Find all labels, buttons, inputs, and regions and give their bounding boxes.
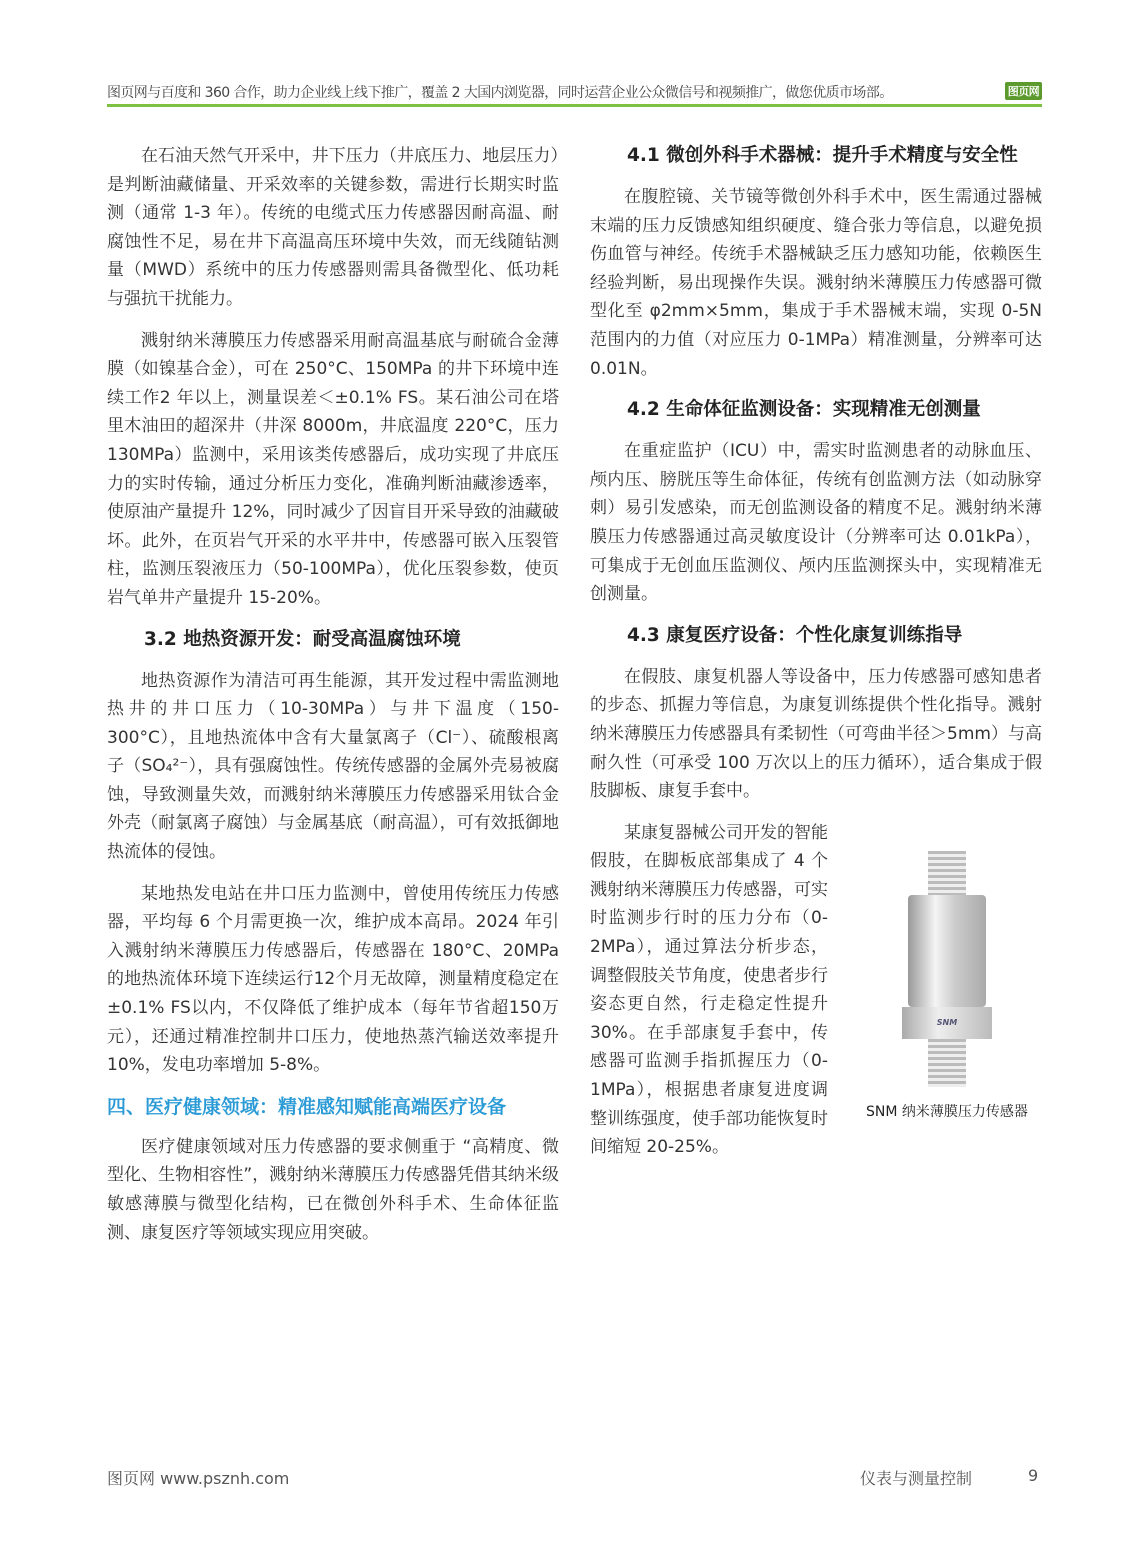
page-number: 9 xyxy=(1028,1466,1039,1485)
figure-caption: SNM 纳米薄膜压力传感器 xyxy=(866,1103,1028,1120)
paragraph: 地热资源作为清洁可再生能源，其开发过程中需监测地热井的井口压力（10-30MPa）与井下温度（150-300°C），且地热流体中含有大量氯离子（Cl⁻）、硫酸根离子（SO₄²⁻），具有强腐蚀性。传统传感器的金属外壳易被腐蚀，导致测量失效，而溅射纳米薄膜压力传感器采用钛合金外壳（耐氯离子腐蚀）与金属基底（耐高温），可有效抵御地热流体的侵蚀。 xyxy=(107,670,559,863)
paragraph: 在腹腔镜、关节镜等微创外科手术中，医生需通过器械末端的压力反馈感知组织硬度、缝合张力等信息，以避免损伤血管与神经。传统手术器械缺乏压力感知功能，依赖医生经验判断，易出现操作失误。溅射纳米薄膜压力传感器可微型化至 φ2mm×5mm，集成于手术器械末端，实现 0-5N 范围内的力值（对应压力 0-1MPa）精准测量，分辨率可达 0.01N。 xyxy=(590,187,1042,379)
right-column xyxy=(590,142,1042,1175)
footer-site: 图页网 www.psznh.com xyxy=(107,1469,290,1488)
header-banner xyxy=(107,82,1042,106)
paragraph: 医疗健康领域对压力传感器的要求侧重于 “高精度、微型化、生物相容性”，溅射纳米薄膜压力传感器凭借其纳米级敏感薄膜与微型化结构，已在微创外科手术、生命体征监测、康复医疗等领域实现应用突破。 xyxy=(107,1136,559,1243)
paragraph: 在假肢、康复机器人等设备中，压力传感器可感知患者的步态、抓握力等信息，为康复训练提供个性化指导。溅射纳米薄膜压力传感器具有柔韧性（可弯曲半径＞5mm）与高耐久性（可承受 100 万次以上的压力循环），适合集成于假肢脚板、康复手套中。 xyxy=(590,666,1042,802)
footer-section: 仪表与测量控制 xyxy=(860,1469,973,1488)
paragraph: 溅射纳米薄膜压力传感器采用耐高温基底与耐硫合金薄膜（如镍基合金），可在 250°C、150MPa 的井下环境中连续工作2 年以上，测量误差＜±0.1% FS。某石油公司在塔里木油田的超深井（井深 8000m，井底温度 220°C，压力 130MPa）监测中，采用该类传感器后，成功实现了井底压力的实时传输，通过分析压力变化，准确判断油藏渗透率，使原油产量提升 12%，同时减少了因盲目开采导致的油藏破坏。此外，在页岩气开采的水平井中，传感器可嵌入压裂管柱，监测压裂液压力（50-100MPa），优化压裂参数，使页岩气单井产量提升 15-20%。 xyxy=(107,330,559,608)
site-logo: 图页网 xyxy=(1005,82,1042,100)
header-divider xyxy=(107,104,1042,107)
paragraph: 在重症监护（ICU）中，需实时监测患者的动脉血压、颅内压、膀胱压等生命体征，传统有创监测方法（如动脉穿刺）易引发感染，而无创监测设备的精度不足。溅射纳米薄膜压力传感器通过高灵敏度设计（分辨率可达 0.01kPa），可集成于无创血压监测仪、颅内压监测探头中，实现精准无创测量。 xyxy=(590,441,1042,605)
paragraph: 某康复器械公司开发的智能假肢，在脚板底部集成了 4 个溅射纳米薄膜压力传感器，可实时监测步行时的压力分布（0-2MPa），通过算法分析步态，调整假肢关节角度，使患者步行姿态更自然，行走稳定性提升 30%。在手部康复手套中，传感器可监测手指抓握压力（0-1MPa），根据患者康复进度调整训练强度，使手部功能恢复时间缩短 20-25%。 xyxy=(590,822,828,1158)
section-heading: 4.1 微创外科手术器械：提升手术精度与安全性 xyxy=(627,145,1018,166)
left-column xyxy=(107,142,559,1260)
sensor-image xyxy=(902,851,992,1091)
banner-text: 图页网与百度和 360 合作，助力企业线上线下推广，覆盖 2 大国内浏览器，同时运营企业公众微信号和视频推广，做您优质市场部。 xyxy=(107,85,893,101)
section-heading: 4.3 康复医疗设备：个性化康复训练指导 xyxy=(627,624,963,646)
paragraph: 在石油天然气开采中，井下压力（井底压力、地层压力）是判断油藏储量、开采效率的关键参数，需进行长期实时监测（通常 1-3 年）。传统的电缆式压力传感器因耐高温、耐腐蚀性不足，易在井下高温高压环境中失效，而无线随钻测量（MWD）系统中的压力传感器则需具备微型化、低功耗与强抗干扰能力。 xyxy=(107,146,559,309)
chapter-heading: 四、医疗健康领域：精准感知赋能高端医疗设备 xyxy=(107,1095,507,1118)
paragraph: 某地热发电站在井口压力监测中，曾使用传统压力传感器，平均每 6 个月需更换一次，维护成本高昂。2024 年引入溅射纳米薄膜压力传感器后，传感器在 180°C、20MPa 的地热流体环境下连续运行12个月无故障，测量精度稳定在±0.1% FS以内，不仅降低了维护成本（每年节省超150万元），还通过精准控制井口压力，使地热蒸汽输送效率提升10%，发电功率增加 5-8%。 xyxy=(107,883,559,1076)
sensor-brand: SNM xyxy=(902,1007,992,1039)
section-heading: 4.2 生命体征监测设备：实现精准无创测量 xyxy=(627,399,981,421)
section-heading: 3.2 地热资源开发：耐受高温腐蚀环境 xyxy=(144,628,461,650)
sensor-figure xyxy=(842,851,1052,1121)
